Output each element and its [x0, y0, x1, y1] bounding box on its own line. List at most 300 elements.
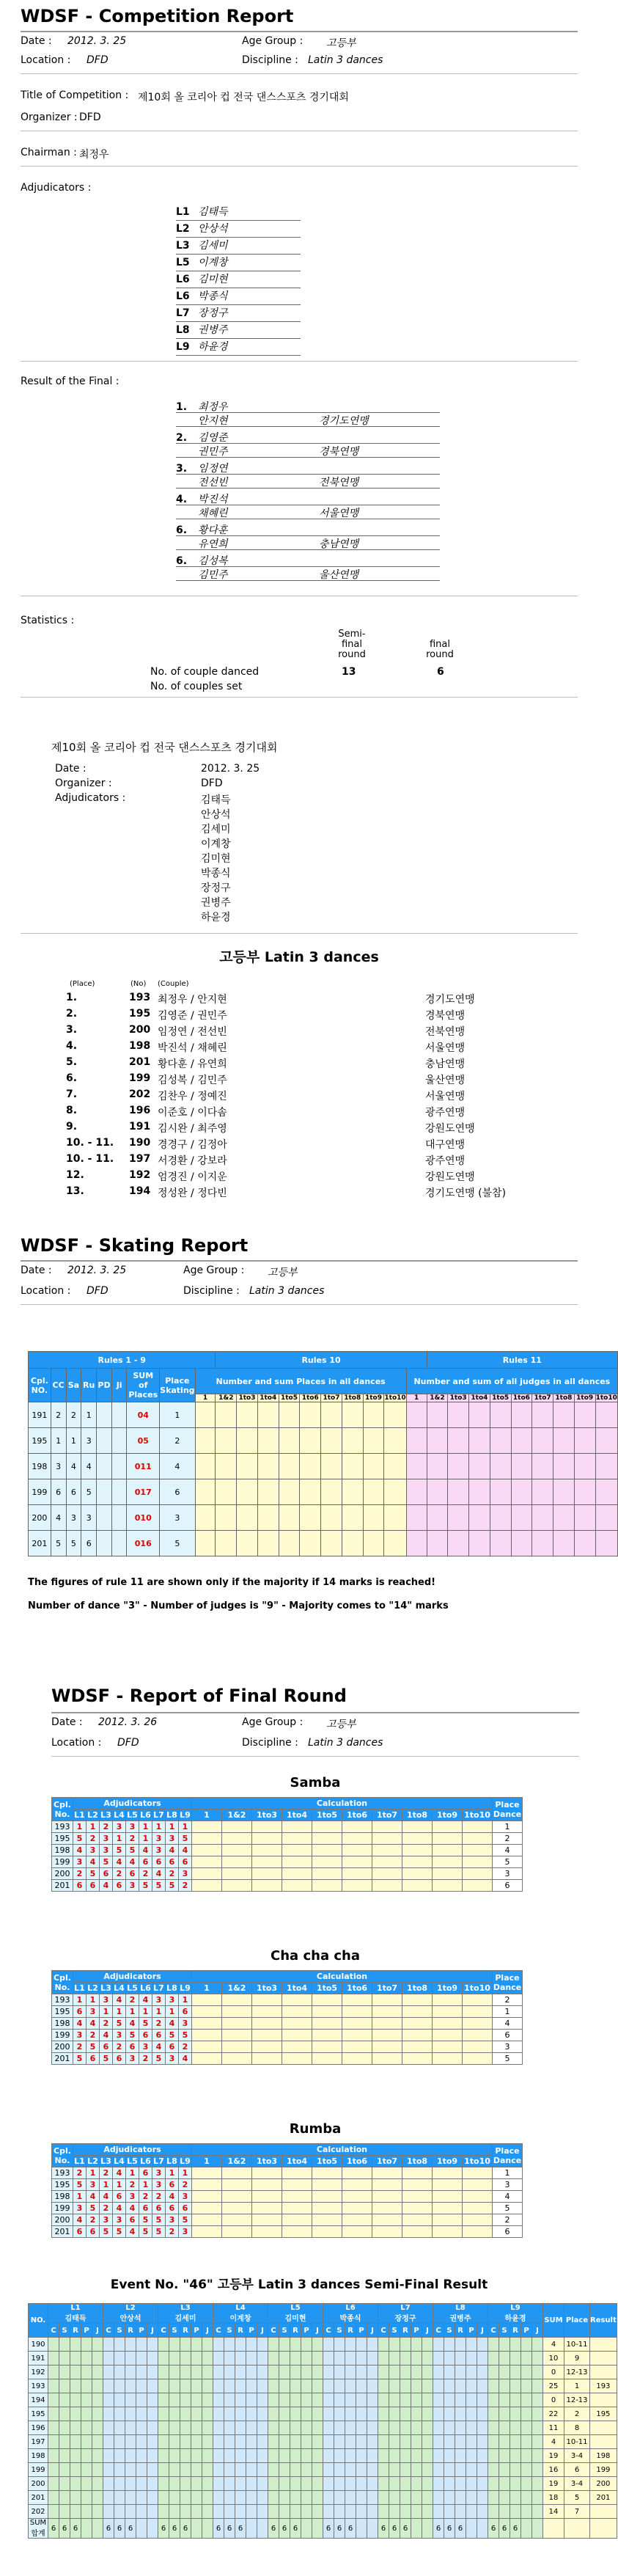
mark-cell	[125, 2407, 136, 2421]
calc-cell	[402, 1821, 433, 1833]
judge-mark: 2	[139, 2191, 152, 2203]
footer-mark: 6	[268, 2519, 279, 2539]
range-cell	[195, 1531, 216, 1556]
place-skating: 2	[160, 1428, 195, 1454]
range-cell	[406, 1402, 427, 1428]
cpl-no: 195	[29, 1428, 51, 1454]
sum-cell: 19	[543, 2449, 564, 2463]
mark-cell	[48, 2477, 59, 2491]
mark-cell	[532, 2491, 543, 2505]
calc-cell	[222, 1856, 252, 1868]
mark-cell	[510, 2379, 521, 2393]
judge-mark: 4	[100, 1880, 113, 1892]
mark-cell	[477, 2491, 488, 2505]
judge-col: L4	[114, 2156, 125, 2166]
mark-cell	[202, 2352, 213, 2365]
calc-col: 1to5	[312, 1810, 342, 1821]
mark-cell	[81, 2505, 92, 2519]
mark-cell	[158, 2379, 169, 2393]
result-no: 198	[129, 1040, 151, 1052]
result-region: 충남연맹	[425, 1058, 466, 1070]
mark-cell	[81, 2463, 92, 2477]
calc-col: 1to8	[402, 2156, 433, 2167]
result-no: 192	[129, 1169, 151, 1181]
mark-cell	[323, 2491, 334, 2505]
calc-cell	[433, 1833, 463, 1845]
couple-no: 194	[29, 2393, 48, 2407]
cpl-no: 193	[52, 2167, 73, 2179]
result-place: 7.	[66, 1088, 78, 1100]
footer-mark	[422, 2519, 433, 2539]
skating-table	[28, 1351, 618, 1556]
footer-mark: 6	[510, 2519, 521, 2539]
range-cell	[511, 1479, 532, 1505]
judge-mark: 6	[179, 1856, 192, 1868]
range-col-header: 1to10	[384, 1394, 406, 1402]
range-cell	[279, 1505, 300, 1531]
range-cell	[595, 1479, 617, 1505]
dance-sub-col: S	[444, 2324, 455, 2338]
range-cell	[195, 1454, 216, 1479]
mark-cell	[180, 2421, 191, 2435]
mark-cell	[356, 2365, 367, 2379]
mark-cell	[466, 2477, 477, 2491]
mark-cell	[400, 2393, 411, 2407]
place-cell: 3-4	[564, 2477, 590, 2491]
calc-cell	[463, 1868, 493, 1880]
result-couple: 김영준 / 권민주	[158, 1010, 227, 1022]
calc-cell	[342, 1856, 372, 1868]
cpl-no: 193	[52, 1994, 73, 2006]
semi-row	[29, 2491, 617, 2505]
dance-cc: 4	[51, 1505, 66, 1531]
footer-mark	[246, 2519, 257, 2539]
footer-mark: 6	[279, 2519, 290, 2539]
mark-cell	[422, 2379, 433, 2393]
calc-cell	[222, 2030, 252, 2041]
final-round-header: final round	[426, 639, 454, 660]
range-cell	[237, 1531, 258, 1556]
calc-cell	[192, 2030, 222, 2041]
place-dance: 5	[493, 2203, 523, 2214]
mark-cell	[290, 2407, 301, 2421]
mark-cell	[400, 2463, 411, 2477]
dance-cc: 2	[51, 1402, 66, 1428]
mark-cell	[477, 2365, 488, 2379]
calc-cell	[252, 2191, 282, 2203]
footer-mark	[521, 2519, 532, 2539]
range-cell	[257, 1505, 279, 1531]
mark-cell	[488, 2491, 499, 2505]
mark-cell	[70, 2505, 81, 2519]
dance-sa: 6	[66, 1479, 81, 1505]
range-cell	[279, 1428, 300, 1454]
mark-cell	[48, 2421, 59, 2435]
place-dance: 6	[493, 2030, 523, 2041]
sum-places: 05	[127, 1428, 160, 1454]
judge-mark: 4	[166, 1845, 179, 1856]
mark-cell	[411, 2477, 422, 2491]
mark-cell	[158, 2491, 169, 2505]
result-cell	[590, 2505, 617, 2519]
mark-cell	[279, 2477, 290, 2491]
judge-mark: 2	[126, 1994, 139, 2006]
place-dance: 4	[493, 1845, 523, 1856]
calc-cell	[282, 1845, 312, 1856]
dance-sub-col: P	[301, 2324, 312, 2338]
judge-name: 권병주	[449, 2315, 471, 2323]
judge-col: L3	[100, 1983, 111, 1993]
mark-cell	[356, 2505, 367, 2519]
final-line	[176, 553, 440, 567]
judge-mark: 3	[179, 1868, 192, 1880]
calc-col: 1to8	[402, 1983, 433, 1994]
dance-row	[52, 2226, 523, 2238]
mark-cell	[334, 2421, 345, 2435]
result-place: 3.	[66, 1024, 78, 1036]
calc-cell	[312, 1868, 342, 1880]
dance-row	[52, 1880, 523, 1892]
mark-cell	[147, 2435, 158, 2449]
dance-row	[52, 2006, 523, 2018]
judge-mark: 4	[152, 2041, 166, 2053]
mark-cell	[213, 2463, 224, 2477]
judge-mark: 4	[126, 2018, 139, 2030]
mark-cell	[499, 2491, 510, 2505]
mark-cell	[257, 2352, 268, 2365]
place-dance: 6	[493, 2226, 523, 2238]
dance-sub-col: R	[70, 2324, 81, 2338]
mark-cell	[125, 2463, 136, 2477]
dance-table-wrap	[51, 1970, 523, 2065]
dance-sub-col: R	[400, 2324, 411, 2338]
mark-cell	[433, 2449, 444, 2463]
mark-cell	[334, 2491, 345, 2505]
calc-cell	[402, 1994, 433, 2006]
mark-cell	[334, 2352, 345, 2365]
mark-cell	[268, 2477, 279, 2491]
semi-row	[29, 2477, 617, 2491]
mark-cell	[158, 2505, 169, 2519]
judge-mark: 5	[139, 2214, 152, 2226]
organizer-label: Organizer :	[21, 111, 78, 123]
mark-cell	[202, 2379, 213, 2393]
judge-mark: 1	[152, 2006, 166, 2018]
final-region: 전북연맹	[319, 477, 359, 489]
range-cell	[279, 1402, 300, 1428]
range-cell	[321, 1479, 342, 1505]
mark-cell	[323, 2407, 334, 2421]
calc-cell	[463, 2226, 493, 2238]
adjudicators-label: Adjudicators :	[21, 182, 92, 194]
mark-cell	[422, 2421, 433, 2435]
mark-cell	[92, 2449, 103, 2463]
calc-cell	[433, 1856, 463, 1868]
range-cell	[195, 1402, 216, 1428]
range-cell	[553, 1428, 575, 1454]
mark-cell	[444, 2477, 455, 2491]
mark-cell	[466, 2352, 477, 2365]
mark-cell	[191, 2421, 202, 2435]
mark-cell	[147, 2407, 158, 2421]
footer-mark	[257, 2519, 268, 2539]
mark-cell	[213, 2379, 224, 2393]
dance-sub-col: R	[345, 2324, 356, 2338]
mark-cell	[356, 2352, 367, 2365]
range-cell	[553, 1505, 575, 1531]
footer-mark	[147, 2519, 158, 2539]
calc-cell	[372, 2179, 402, 2191]
judge-mark: 5	[179, 2214, 192, 2226]
judge-mark: 3	[126, 2191, 139, 2203]
calc-cell	[312, 1833, 342, 1845]
judge-mark: 1	[152, 1821, 166, 1833]
mark-cell	[400, 2505, 411, 2519]
result-region: 울산연맹	[425, 1075, 466, 1086]
mark-cell	[224, 2477, 235, 2491]
result-region: 전북연맹	[425, 1026, 466, 1038]
place-dance: 2	[493, 1994, 523, 2006]
calc-cell	[252, 2018, 282, 2030]
range-cell	[216, 1531, 237, 1556]
mark-cell	[103, 2421, 114, 2435]
dance-ru: 1	[81, 1402, 97, 1428]
judge-mark: 1	[73, 2191, 87, 2203]
final-region: 경기도연맹	[319, 415, 369, 427]
range-cell	[574, 1402, 595, 1428]
calc-cell	[463, 2030, 493, 2041]
calc-col: 1to3	[252, 1810, 282, 1821]
mark-cell	[246, 2365, 257, 2379]
mark-cell	[422, 2435, 433, 2449]
result-cell: 195	[590, 2407, 617, 2421]
dance-col-header: Ru	[81, 1369, 97, 1402]
mark-cell	[345, 2449, 356, 2463]
result-place: 12.	[66, 1169, 84, 1181]
mark-cell	[323, 2477, 334, 2491]
judge-mark: 3	[179, 2191, 192, 2203]
calc-col: 1to9	[433, 1810, 463, 1821]
mark-cell	[345, 2491, 356, 2505]
dance-row	[52, 2053, 523, 2065]
range-cell	[300, 1428, 321, 1454]
calc-cell	[372, 1845, 402, 1856]
judge-mark: 5	[87, 1868, 100, 1880]
mark-cell	[257, 2421, 268, 2435]
range-col-header: 1to4	[469, 1394, 490, 1402]
mark-cell	[235, 2505, 246, 2519]
cpl-no: 200	[52, 2041, 73, 2053]
mark-cell	[191, 2463, 202, 2477]
result-cell	[590, 2352, 617, 2365]
judge-mark: 1	[139, 2006, 152, 2018]
mark-cell	[290, 2338, 301, 2352]
dance-cc: 1	[51, 1428, 66, 1454]
fr-discipline-label: Discipline :	[242, 1737, 298, 1749]
calculation-header: Calculation	[192, 2144, 493, 2156]
mark-cell	[323, 2449, 334, 2463]
range-col-header: 1to5	[490, 1394, 511, 1402]
semi-row	[29, 2365, 617, 2379]
mark-cell	[345, 2338, 356, 2352]
range-cell	[216, 1428, 237, 1454]
mark-cell	[521, 2365, 532, 2379]
mark-cell	[466, 2435, 477, 2449]
mark-cell	[147, 2379, 158, 2393]
judge-code: L2	[125, 2304, 136, 2312]
judge-mark: 4	[139, 1845, 152, 1856]
summary-event-title: 고등부 Latin 3 dances	[219, 949, 379, 965]
mark-cell	[323, 2435, 334, 2449]
calc-cell	[282, 2006, 312, 2018]
mark-cell	[378, 2505, 389, 2519]
mark-cell	[433, 2477, 444, 2491]
mark-cell	[136, 2435, 147, 2449]
mark-cell	[301, 2449, 312, 2463]
mark-cell	[301, 2477, 312, 2491]
mark-cell	[477, 2352, 488, 2365]
mark-cell	[334, 2449, 345, 2463]
couples-danced-label: No. of couple danced	[150, 666, 260, 678]
mark-cell	[334, 2379, 345, 2393]
result-place: 13.	[66, 1185, 84, 1197]
semi-row	[29, 2379, 617, 2393]
mark-cell	[59, 2407, 70, 2421]
mark-cell	[224, 2365, 235, 2379]
dance-sub-col: S	[499, 2324, 510, 2338]
mark-cell	[202, 2421, 213, 2435]
calc-cell	[463, 1845, 493, 1856]
mark-cell	[114, 2407, 125, 2421]
calc-cell	[402, 1868, 433, 1880]
mark-cell	[147, 2421, 158, 2435]
calc-cell	[282, 1868, 312, 1880]
mark-cell	[224, 2463, 235, 2477]
footer-mark: 6	[125, 2519, 136, 2539]
cpl-no: 193	[52, 1821, 73, 1833]
range-cell	[384, 1454, 406, 1479]
sum-places: 011	[127, 1454, 160, 1479]
mark-cell	[411, 2505, 422, 2519]
mark-cell	[389, 2505, 400, 2519]
calc-cell	[312, 2006, 342, 2018]
calc-cell	[342, 1880, 372, 1892]
mark-cell	[191, 2393, 202, 2407]
calc-col: 1to4	[282, 1810, 312, 1821]
mark-cell	[345, 2421, 356, 2435]
summary-date-label: Date :	[55, 763, 87, 775]
mark-cell	[532, 2421, 543, 2435]
mark-cell	[202, 2477, 213, 2491]
judge-mark: 4	[73, 2018, 87, 2030]
mark-cell	[92, 2365, 103, 2379]
judge-col: L6	[140, 1810, 151, 1820]
judge-mark: 3	[166, 2214, 179, 2226]
calc-cell	[342, 1845, 372, 1856]
mark-cell	[257, 2477, 268, 2491]
mark-cell	[114, 2505, 125, 2519]
mark-cell	[455, 2365, 466, 2379]
mark-cell	[378, 2477, 389, 2491]
result-no: 199	[129, 1072, 151, 1084]
mark-cell	[202, 2393, 213, 2407]
mark-cell	[488, 2435, 499, 2449]
mark-cell	[169, 2449, 180, 2463]
dance-sub-col: P	[136, 2324, 147, 2338]
dance-sub-col: S	[279, 2324, 290, 2338]
range-cell	[532, 1479, 553, 1505]
range-cell	[237, 1454, 258, 1479]
result-couple: 김찬우 / 정예진	[158, 1091, 227, 1102]
judge-col: L3	[100, 1810, 111, 1820]
footer-mark	[532, 2519, 543, 2539]
footer-mark: 6	[499, 2519, 510, 2539]
mark-cell	[312, 2379, 323, 2393]
range-cell	[342, 1402, 363, 1428]
mark-cell	[400, 2379, 411, 2393]
discipline-label: Discipline :	[242, 54, 298, 66]
adjudicator-code: L8	[176, 324, 190, 336]
mark-cell	[125, 2379, 136, 2393]
range-cell	[237, 1479, 258, 1505]
range-cell	[553, 1402, 575, 1428]
fr-location-label: Location :	[51, 1737, 102, 1749]
mark-cell	[301, 2407, 312, 2421]
dance-cc: 3	[51, 1454, 66, 1479]
calc-cell	[252, 2006, 282, 2018]
range-cell	[342, 1479, 363, 1505]
mark-cell	[59, 2477, 70, 2491]
mark-cell	[389, 2491, 400, 2505]
calc-cell	[222, 1994, 252, 2006]
mark-cell	[367, 2421, 378, 2435]
result-couple: 김성복 / 김민주	[158, 1075, 227, 1086]
judge-name: 김세미	[174, 2315, 196, 2323]
mark-cell	[81, 2365, 92, 2379]
dance-ji	[111, 1531, 126, 1556]
dance-sub-col: P	[246, 2324, 257, 2338]
summary-adjudicator: 안상석	[201, 809, 231, 821]
mark-cell	[257, 2379, 268, 2393]
dance-ji	[111, 1454, 126, 1479]
mark-cell	[268, 2505, 279, 2519]
result-couple: 최정우 / 안지현	[158, 994, 227, 1006]
judge-mark: 3	[113, 2214, 126, 2226]
range-cell	[406, 1479, 427, 1505]
dance-sub-col: C	[378, 2324, 389, 2338]
mark-cell	[103, 2338, 114, 2352]
calc-cell	[312, 2214, 342, 2226]
mark-cell	[345, 2352, 356, 2365]
final-line	[176, 475, 440, 489]
semi-row	[29, 2435, 617, 2449]
rules11-sub: Number and sum of all judges in all dances	[406, 1369, 617, 1394]
range-cell	[406, 1428, 427, 1454]
dance-table	[51, 2143, 523, 2238]
range-cell	[427, 1402, 448, 1428]
fr-date: 2012. 3. 26	[98, 1716, 158, 1728]
sum-cell: 18	[543, 2491, 564, 2505]
divider	[21, 1260, 578, 1262]
range-cell	[511, 1531, 532, 1556]
judge-mark: 6	[166, 2179, 179, 2191]
footer-mark: 6	[70, 2519, 81, 2539]
calc-cell	[433, 1994, 463, 2006]
calc-cell	[252, 1994, 282, 2006]
mark-cell	[213, 2477, 224, 2491]
mark-cell	[411, 2352, 422, 2365]
dance-sub-col: J	[477, 2324, 488, 2338]
